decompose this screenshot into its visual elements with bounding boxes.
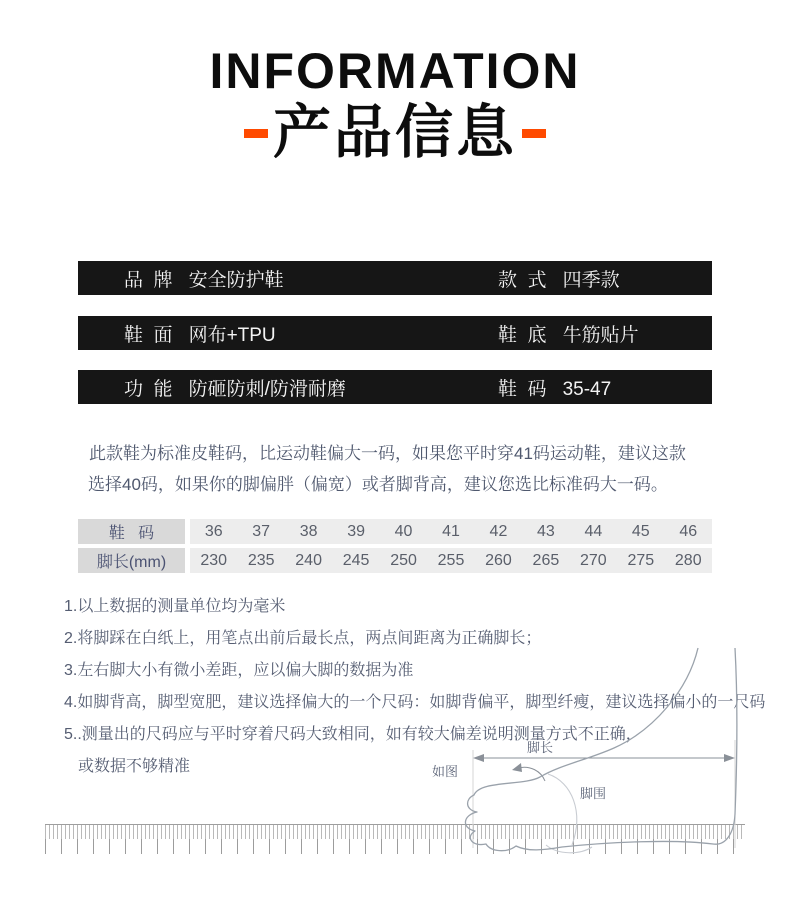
note-5: 5..测量出的尺码应与平时穿着尺码大致相同，如有较大偏差说明测量方式不正确， — [64, 726, 642, 743]
spec-label-function: 功 能 — [124, 378, 173, 400]
spec-right-group — [498, 320, 639, 347]
foot-measurement-diagram — [420, 646, 750, 854]
spec-right-group — [498, 374, 611, 401]
foot-length-label: 脚长 — [527, 740, 554, 755]
note-4: 4.如脚背高，脚型宽肥，建议选择偏大的一个尺码：如脚背偏平，脚型纤瘦，建议选择偏小的一尺码 — [64, 694, 766, 711]
size-cell: 43 — [522, 519, 569, 544]
size-cell: 39 — [332, 519, 379, 544]
length-cell: 275 — [617, 548, 664, 573]
size-cell: 37 — [237, 519, 284, 544]
size-chart-row-foot-length — [78, 548, 712, 573]
spec-value-brand: 安全防护鞋 — [188, 269, 284, 291]
spec-bar-upper-sole — [78, 316, 712, 350]
size-cell: 36 — [190, 519, 237, 544]
arrow-head-left-icon — [473, 754, 484, 762]
length-cell: 245 — [332, 548, 379, 573]
spec-value-size-range: 35-47 — [562, 378, 612, 400]
note-5-continued: 或数据不够精准 — [78, 758, 191, 775]
foot-girth-curve — [548, 774, 577, 845]
arrow-head-right-icon — [724, 754, 735, 762]
as-shown-label: 如图 — [432, 764, 459, 779]
length-cell: 240 — [285, 548, 332, 573]
spec-value-function: 防砸防刺/防滑耐磨 — [188, 378, 346, 400]
size-cell: 46 — [665, 519, 712, 544]
foot-outline — [465, 648, 736, 851]
page-subtitle: 产品信息 — [272, 100, 517, 165]
spec-left-group — [124, 320, 276, 347]
size-chart-table — [78, 519, 712, 577]
spec-label-size-range: 鞋 码 — [498, 378, 547, 400]
spec-label-brand: 品 牌 — [124, 269, 173, 291]
spec-left-group — [124, 265, 284, 292]
spec-value-upper: 网布+TPU — [188, 324, 276, 346]
length-cell: 280 — [665, 548, 712, 573]
size-cell: 44 — [570, 519, 617, 544]
sizing-advice-line-1: 此款鞋为标准皮鞋码，比运动鞋偏大一码，如果您平时穿41码运动鞋，建议这款 — [89, 444, 686, 463]
length-cell: 235 — [237, 548, 284, 573]
length-cell: 270 — [570, 548, 617, 573]
size-cell: 42 — [475, 519, 522, 544]
length-cell: 255 — [427, 548, 474, 573]
length-cell: 260 — [475, 548, 522, 573]
size-chart-header-foot-length: 脚长(mm) — [78, 548, 185, 573]
page-title: INFORMATION — [209, 43, 581, 99]
spec-bar-brand-style — [78, 261, 712, 295]
sizing-advice-paragraph — [89, 438, 709, 500]
note-3: 3.左右脚大小有微小差距，应以偏大脚的数据为准 — [64, 662, 414, 679]
length-cell: 250 — [380, 548, 427, 573]
spec-label-style: 款 式 — [498, 269, 547, 291]
foot-girth-arrow-head-icon — [512, 763, 522, 772]
note-2: 2.将脚踩在白纸上，用笔点出前后最长点，两点间距离为正确脚长； — [64, 630, 542, 647]
spec-label-sole: 鞋 底 — [498, 324, 547, 346]
spec-label-upper: 鞋 面 — [124, 324, 173, 346]
sizing-advice-line-2: 选择40码，如果你的脚偏胖（偏宽）或者脚背高，建议您选比标准码大一码。 — [88, 475, 668, 494]
length-cell: 265 — [522, 548, 569, 573]
foot-girth-arrow-curve — [518, 767, 545, 781]
size-chart-row-shoe-size — [78, 519, 712, 544]
size-cell: 45 — [617, 519, 664, 544]
size-cell: 41 — [427, 519, 474, 544]
subtitle-dash-right — [522, 129, 546, 138]
foot-girth-label: 脚围 — [580, 786, 607, 801]
size-cell: 40 — [380, 519, 427, 544]
spec-value-sole: 牛筋贴片 — [562, 324, 639, 346]
subtitle-dash-left — [244, 129, 268, 138]
length-cell: 230 — [190, 548, 237, 573]
spec-left-group — [124, 374, 346, 401]
spec-bar-function-size — [78, 370, 712, 404]
spec-value-style: 四季款 — [562, 269, 620, 291]
page-subtitle-row — [0, 100, 790, 167]
spec-right-group — [498, 265, 620, 292]
size-cell: 38 — [285, 519, 332, 544]
size-chart-header-shoe-size: 鞋 码 — [78, 519, 185, 544]
note-1: 1.以上数据的测量单位均为毫米 — [64, 598, 286, 615]
